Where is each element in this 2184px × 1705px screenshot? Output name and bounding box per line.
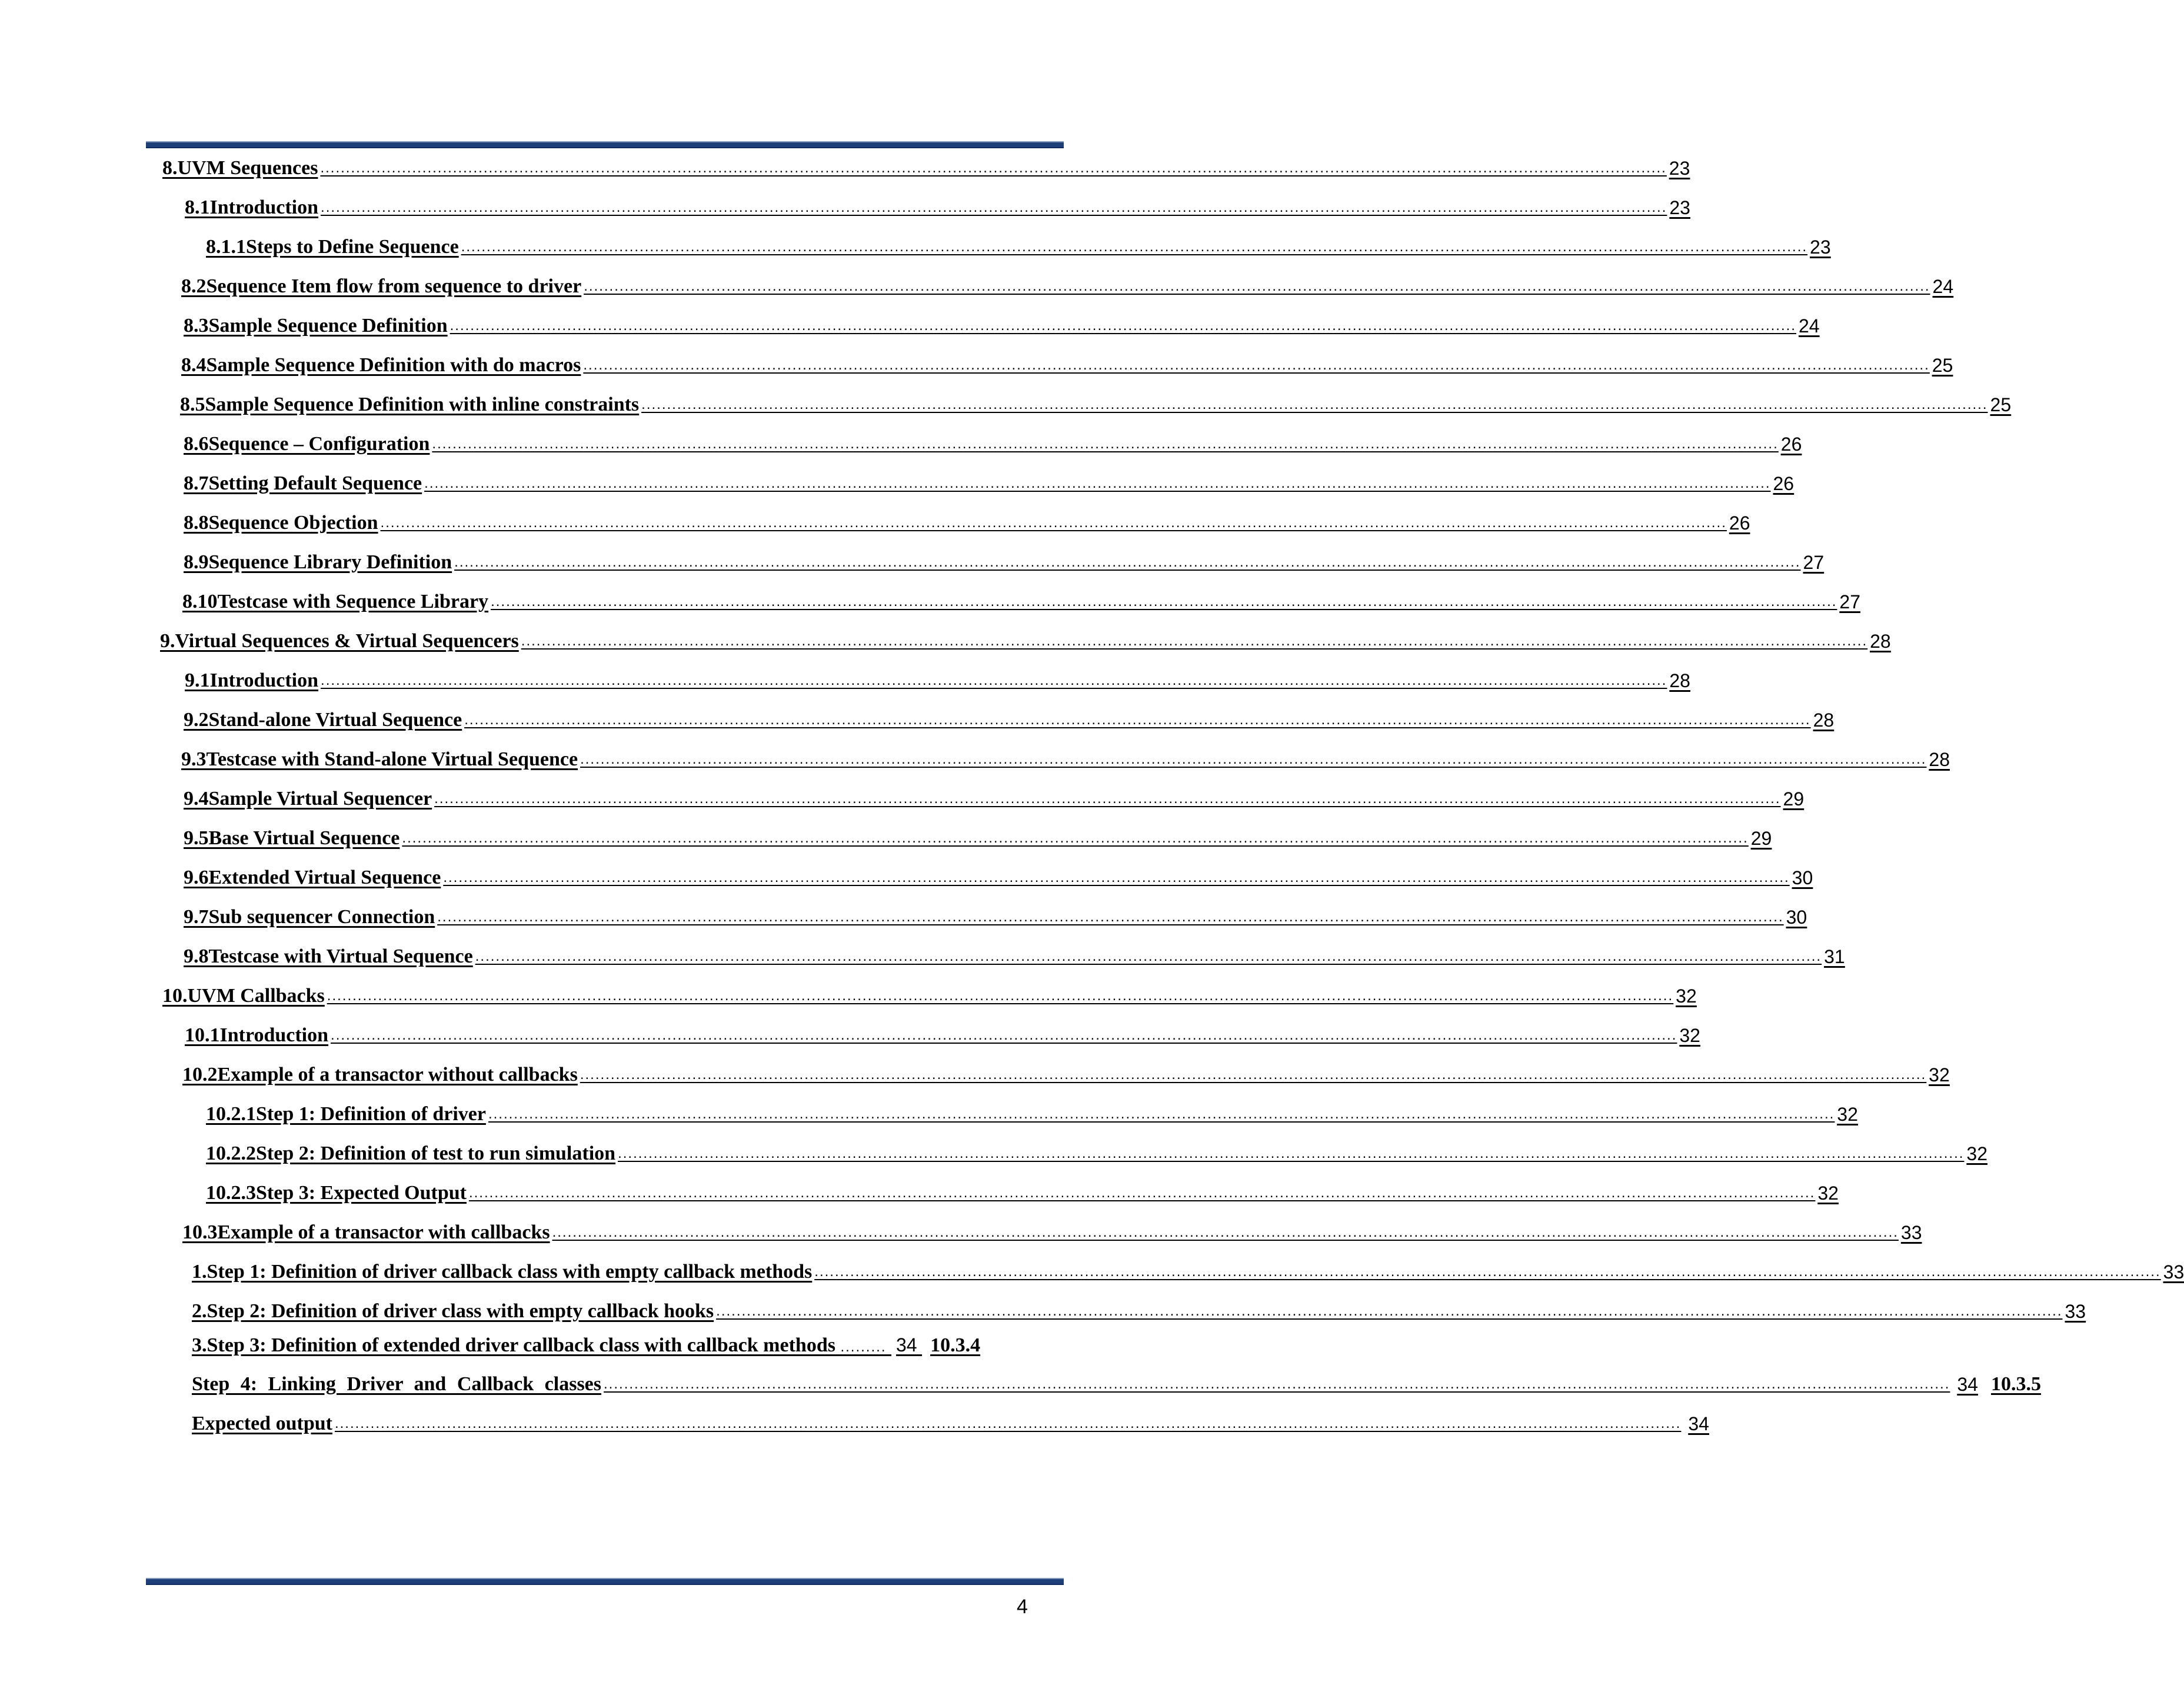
toc-entry-page: 32 <box>1929 1064 1950 1085</box>
toc-entry-title: Example of a transactor without callbacks <box>217 1064 578 1085</box>
toc-leader-dots: ........................................................................................................................................................................................................................................................................ <box>334 1416 1682 1431</box>
toc-leader-dots: ........................................................................................................................................................................................................................................................................ <box>583 357 1930 373</box>
toc-entry-page: 29 <box>1783 788 1805 810</box>
toc-entry-title: Sample Virtual Sequencer <box>208 788 432 810</box>
toc-entry[interactable] <box>160 628 1891 653</box>
toc-entry-page: 24 <box>1798 315 1820 337</box>
toc-entry-number: 8. <box>162 157 178 179</box>
toc-leader-dots: ........................................................................................................................................................................................................................................................................ <box>443 870 1790 885</box>
toc-entry-page: 29 <box>1750 828 1772 849</box>
toc-leader-dots: ........................................................................................................................................................................................................................................................................ <box>552 1224 1899 1240</box>
toc-entry[interactable] <box>181 747 1950 771</box>
toc-entry-page: 25 <box>1932 355 1953 376</box>
toc-wrapped-line-1[interactable] <box>192 1333 980 1359</box>
toc-entry[interactable] <box>182 1062 1950 1087</box>
toc-entry-title: Testcase with Stand-alone Virtual Sequence <box>206 748 578 770</box>
toc-entry[interactable] <box>185 1023 1700 1047</box>
toc-entry-number: 8.3 <box>184 315 209 337</box>
toc-leader-dots: ........................................................................................................................................................................................................................................................................ <box>321 672 1667 688</box>
toc-entry-page: 28 <box>1669 670 1690 691</box>
toc-leader-dots: ........................................................................................................................................................................................................................................................................ <box>604 1376 1950 1392</box>
toc-entry-title: Setting Default Sequence <box>208 472 422 494</box>
toc-entry-number: 10.2.1 <box>206 1103 256 1125</box>
toc-entry-page: 31 <box>1824 946 1845 967</box>
toc-entry[interactable] <box>192 1298 2086 1323</box>
toc-entry-page: 25 <box>1990 394 2012 415</box>
toc-leader-dots: ........................................................................................................................................................................................................................................................................ <box>580 751 1927 767</box>
toc-leader-dots: ........................................................................................................................................................................................................................................................................ <box>716 1303 2063 1319</box>
toc-entry-title: UVM Callbacks <box>187 985 325 1007</box>
toc-entry-title: Sequence Objection <box>208 512 378 534</box>
toc-leader-dots: ........................................................................................................................................................................................................................................................................ <box>331 1027 1677 1043</box>
toc-entry-title: Step 2: Definition of test to run simulation <box>256 1143 616 1164</box>
toc-entry-page: 33 <box>2163 1261 2184 1283</box>
toc-entry[interactable] <box>162 155 1690 180</box>
toc-entry-number: 10.3.5 <box>1990 1373 2041 1395</box>
toc-entry-page: 33 <box>2065 1301 2086 1322</box>
toc-entry-page: 32 <box>1837 1104 1858 1125</box>
toc-entry-page: 32 <box>1676 985 1697 1007</box>
toc-entry-number: 10. <box>162 985 188 1007</box>
toc-entry-title: Expected output <box>192 1413 332 1434</box>
toc-entry-page: 34 <box>1688 1413 1709 1434</box>
toc-wrapped-line-2[interactable] <box>192 1373 2041 1396</box>
toc-entry-page: 32 <box>1817 1183 1839 1204</box>
toc-entry[interactable] <box>184 471 1795 495</box>
footer-rule <box>146 1578 1064 1585</box>
toc-entry-page: 23 <box>1810 237 1831 258</box>
toc-entry-title: Introduction <box>209 670 319 691</box>
toc-entry-number: 10.2.2 <box>206 1143 256 1164</box>
toc-entry-page: 23 <box>1669 158 1690 179</box>
toc-entry[interactable] <box>162 983 1697 1008</box>
toc-entry-number: 8.2 <box>181 275 207 297</box>
toc-entry-number: 9.5 <box>184 827 209 849</box>
toc-entry-page: 23 <box>1669 197 1690 218</box>
toc-leader-dots: ........................................................................................................................................................................................................................................................................ <box>580 1067 1927 1083</box>
toc-entry-title: Step 1: Definition of driver callback class with empty callback methods <box>207 1261 813 1283</box>
toc-leader-dots: ........................................................................................................................................................................................................................................................................ <box>327 988 1674 1004</box>
toc-entry-title: Sample Sequence Definition <box>208 315 448 337</box>
toc-entry-number: 9.4 <box>184 788 209 810</box>
toc-entry[interactable] <box>185 195 1690 219</box>
toc-leader-dots: ........................................................................................................................................................................................................................................................................ <box>468 1185 1816 1201</box>
toc-entry[interactable] <box>184 944 1845 968</box>
toc-leader-dots: ........................................................................................................................................................................................................................................................................ <box>618 1145 1965 1161</box>
toc-entry-number: 10.2.3 <box>206 1182 256 1204</box>
toc-entry-number: 9.3 <box>181 748 207 770</box>
toc-entry-number: 9.6 <box>184 867 209 888</box>
header-rule <box>146 141 1064 148</box>
toc-entry-page: 28 <box>1929 749 1950 770</box>
toc-entry-title: Testcase with Sequence Library <box>217 591 489 612</box>
toc-entry-number: 10.2 <box>182 1064 218 1085</box>
toc-leader-dots: ........................................................................................................................................................................................................................................................................ <box>380 515 1727 531</box>
toc-leader-dots: ........................................................................................................................................................................................................................................................................ <box>464 712 1811 728</box>
toc-entry-number: 2. <box>192 1300 207 1322</box>
toc-entry-title: Step 3: Definition of extended driver callback class with callback methods <box>207 1334 835 1356</box>
toc-entry-number: 8.4 <box>181 354 207 376</box>
toc-entry-page: 28 <box>1870 631 1891 652</box>
toc-entry[interactable] <box>184 313 1820 338</box>
toc-leader-dots: ........................................................................................................................................................................................................................................................................ <box>584 278 1930 294</box>
toc-leader-dots: ........................................................................................................................................................................................................................................................................ <box>491 594 1837 610</box>
toc-entry-number: 8.7 <box>184 472 209 494</box>
toc-entry-page: 26 <box>1773 473 1795 494</box>
toc-entry[interactable] <box>206 234 1831 259</box>
toc-entry-number: 10.3.4 <box>930 1334 981 1356</box>
toc-entry-page: 32 <box>1679 1025 1700 1046</box>
toc-entry-number: 8.5 <box>180 394 205 415</box>
toc-leader-dots: ........................................................................................................................................................................................................................................................................ <box>402 830 1749 846</box>
toc-entry-number: 8.10 <box>182 591 218 612</box>
toc-entry-number: 9.8 <box>184 945 209 967</box>
toc-entry[interactable] <box>184 431 1802 456</box>
toc-entry-number: 9.2 <box>184 709 209 731</box>
page-number: 4 <box>1017 1596 1028 1618</box>
toc-leader-dots: ........................................................................................................................................................................................................................................................................ <box>450 318 1796 334</box>
toc-entry-page: 24 <box>1932 276 1954 297</box>
toc-leader-dots: ........................................................................................................................................................................................................................................................................ <box>641 397 1988 412</box>
toc-entry-title: Example of a transactor with callbacks <box>217 1221 550 1243</box>
toc-entry-title: Sequence Item flow from sequence to driver <box>206 275 582 297</box>
toc-leader-dots: ........................................................................................................................................................................................................................................................................ <box>454 554 1801 570</box>
toc-entry-page: 30 <box>1792 867 1813 888</box>
toc-entry[interactable] <box>182 589 1860 614</box>
toc-entry[interactable] <box>206 1101 1858 1126</box>
toc-entry-title: Sequence – Configuration <box>208 433 430 455</box>
toc-entry-page: 26 <box>1780 434 1802 455</box>
toc-entry-page: 28 <box>1813 710 1835 731</box>
toc-leader-dots: ........................................................................................................................................................................................................................................................................ <box>434 791 1781 807</box>
toc-leader-dots: ........................................................................................................................................................................................................................................................................ <box>521 633 1868 649</box>
toc-leader-dots: ......... <box>840 1339 887 1355</box>
toc-entry[interactable] <box>181 352 1953 377</box>
toc-leader-dots: ........................................................................................................................................................................................................................................................................ <box>437 909 1784 925</box>
toc-entry-page: 26 <box>1729 512 1750 534</box>
toc-entry[interactable] <box>184 550 1825 574</box>
toc-entry-page: 32 <box>1966 1143 1987 1164</box>
toc-entry-title: Step 4: Linking Driver and Callback classes <box>192 1373 602 1395</box>
toc-entry-title: Sequence Library Definition <box>208 551 452 573</box>
toc-entry[interactable] <box>182 1220 1922 1244</box>
toc-entry-page: 27 <box>1803 552 1825 573</box>
toc-entry[interactable] <box>184 510 1750 535</box>
toc-entry-number: 8.1.1 <box>206 236 246 258</box>
toc-entry-title: Sub sequencer Connection <box>208 906 435 928</box>
toc-entry-title: Step 2: Definition of driver class with empty callback hooks <box>207 1300 714 1322</box>
toc-entry-number: 8.8 <box>184 512 209 534</box>
toc-entry-title: Step 1: Definition of driver <box>256 1103 486 1125</box>
toc-entry-title: Sample Sequence Definition with do macros <box>206 354 581 376</box>
toc-leader-dots: ........................................................................................................................................................................................................................................................................ <box>320 160 1667 176</box>
toc-entry-title: Step 3: Expected Output <box>256 1182 467 1204</box>
toc-leader-dots: ........................................................................................................................................................................................................................................................................ <box>475 948 1822 964</box>
toc-entry-number: 1. <box>192 1261 207 1283</box>
toc-entry-page: 34 <box>895 1334 917 1356</box>
toc-entry-title: Introduction <box>219 1024 329 1046</box>
toc-entry-number: 10.1 <box>185 1024 220 1046</box>
toc-entry-number: 9. <box>160 630 175 652</box>
toc-entry[interactable] <box>206 1180 1839 1205</box>
toc-entry-number: 8.6 <box>184 433 209 455</box>
toc-entry-title: Testcase with Virtual Sequence <box>208 945 473 967</box>
toc-entry[interactable] <box>206 1141 1987 1165</box>
toc-leader-dots: ........................................................................................................................................................................................................................................................................ <box>461 239 1808 255</box>
toc-entry[interactable] <box>184 825 1772 850</box>
toc-entry-page: 30 <box>1786 907 1807 928</box>
toc-entry[interactable] <box>192 1259 2184 1284</box>
toc-wrapped-line-3[interactable] <box>192 1412 1709 1436</box>
toc-entry-title: Introduction <box>209 197 319 218</box>
toc-entry-number: 8.1 <box>185 197 210 218</box>
toc-entry-title: Base Virtual Sequence <box>208 827 400 849</box>
toc-entry[interactable] <box>181 274 1954 298</box>
toc-leader-dots: ........................................................................................................................................................................................................................................................................ <box>321 199 1667 215</box>
toc-entry-title: Steps to Define Sequence <box>246 236 459 258</box>
toc-leader-dots: ........................................................................................................................................................................................................................................................................ <box>814 1264 2161 1280</box>
toc-entry-number: 10.3 <box>182 1221 218 1243</box>
toc-entry-title: Sample Sequence Definition with inline constraints <box>205 394 640 415</box>
toc-entry-number: 9.1 <box>185 670 210 691</box>
toc-entry-title: Stand-alone Virtual Sequence <box>208 709 462 731</box>
toc-entry[interactable] <box>184 865 1813 890</box>
toc-entry[interactable] <box>184 786 1805 811</box>
toc-leader-dots: ........................................................................................................................................................................................................................................................................ <box>432 436 1779 452</box>
toc-entry-number: 8.9 <box>184 551 209 573</box>
toc-entry[interactable] <box>184 707 1835 732</box>
toc-entry-page: 34 <box>1957 1374 1978 1395</box>
toc-entry[interactable] <box>185 668 1690 692</box>
toc-entry-number: 3. <box>192 1334 207 1356</box>
toc-entry-title: Extended Virtual Sequence <box>208 867 441 888</box>
toc-entry-title: Virtual Sequences & Virtual Sequencers <box>175 630 519 652</box>
toc-entry-title: UVM Sequences <box>177 157 318 179</box>
toc-entry-page: 27 <box>1839 591 1860 612</box>
toc-entry-page: 33 <box>1900 1222 1922 1243</box>
toc-entry[interactable] <box>180 392 2012 417</box>
toc-entry-number: 9.7 <box>184 906 209 928</box>
toc-entry[interactable] <box>184 904 1807 929</box>
toc-leader-dots: ........................................................................................................................................................................................................................................................................ <box>488 1106 1835 1122</box>
toc-leader-dots: ........................................................................................................................................................................................................................................................................ <box>424 475 1771 491</box>
